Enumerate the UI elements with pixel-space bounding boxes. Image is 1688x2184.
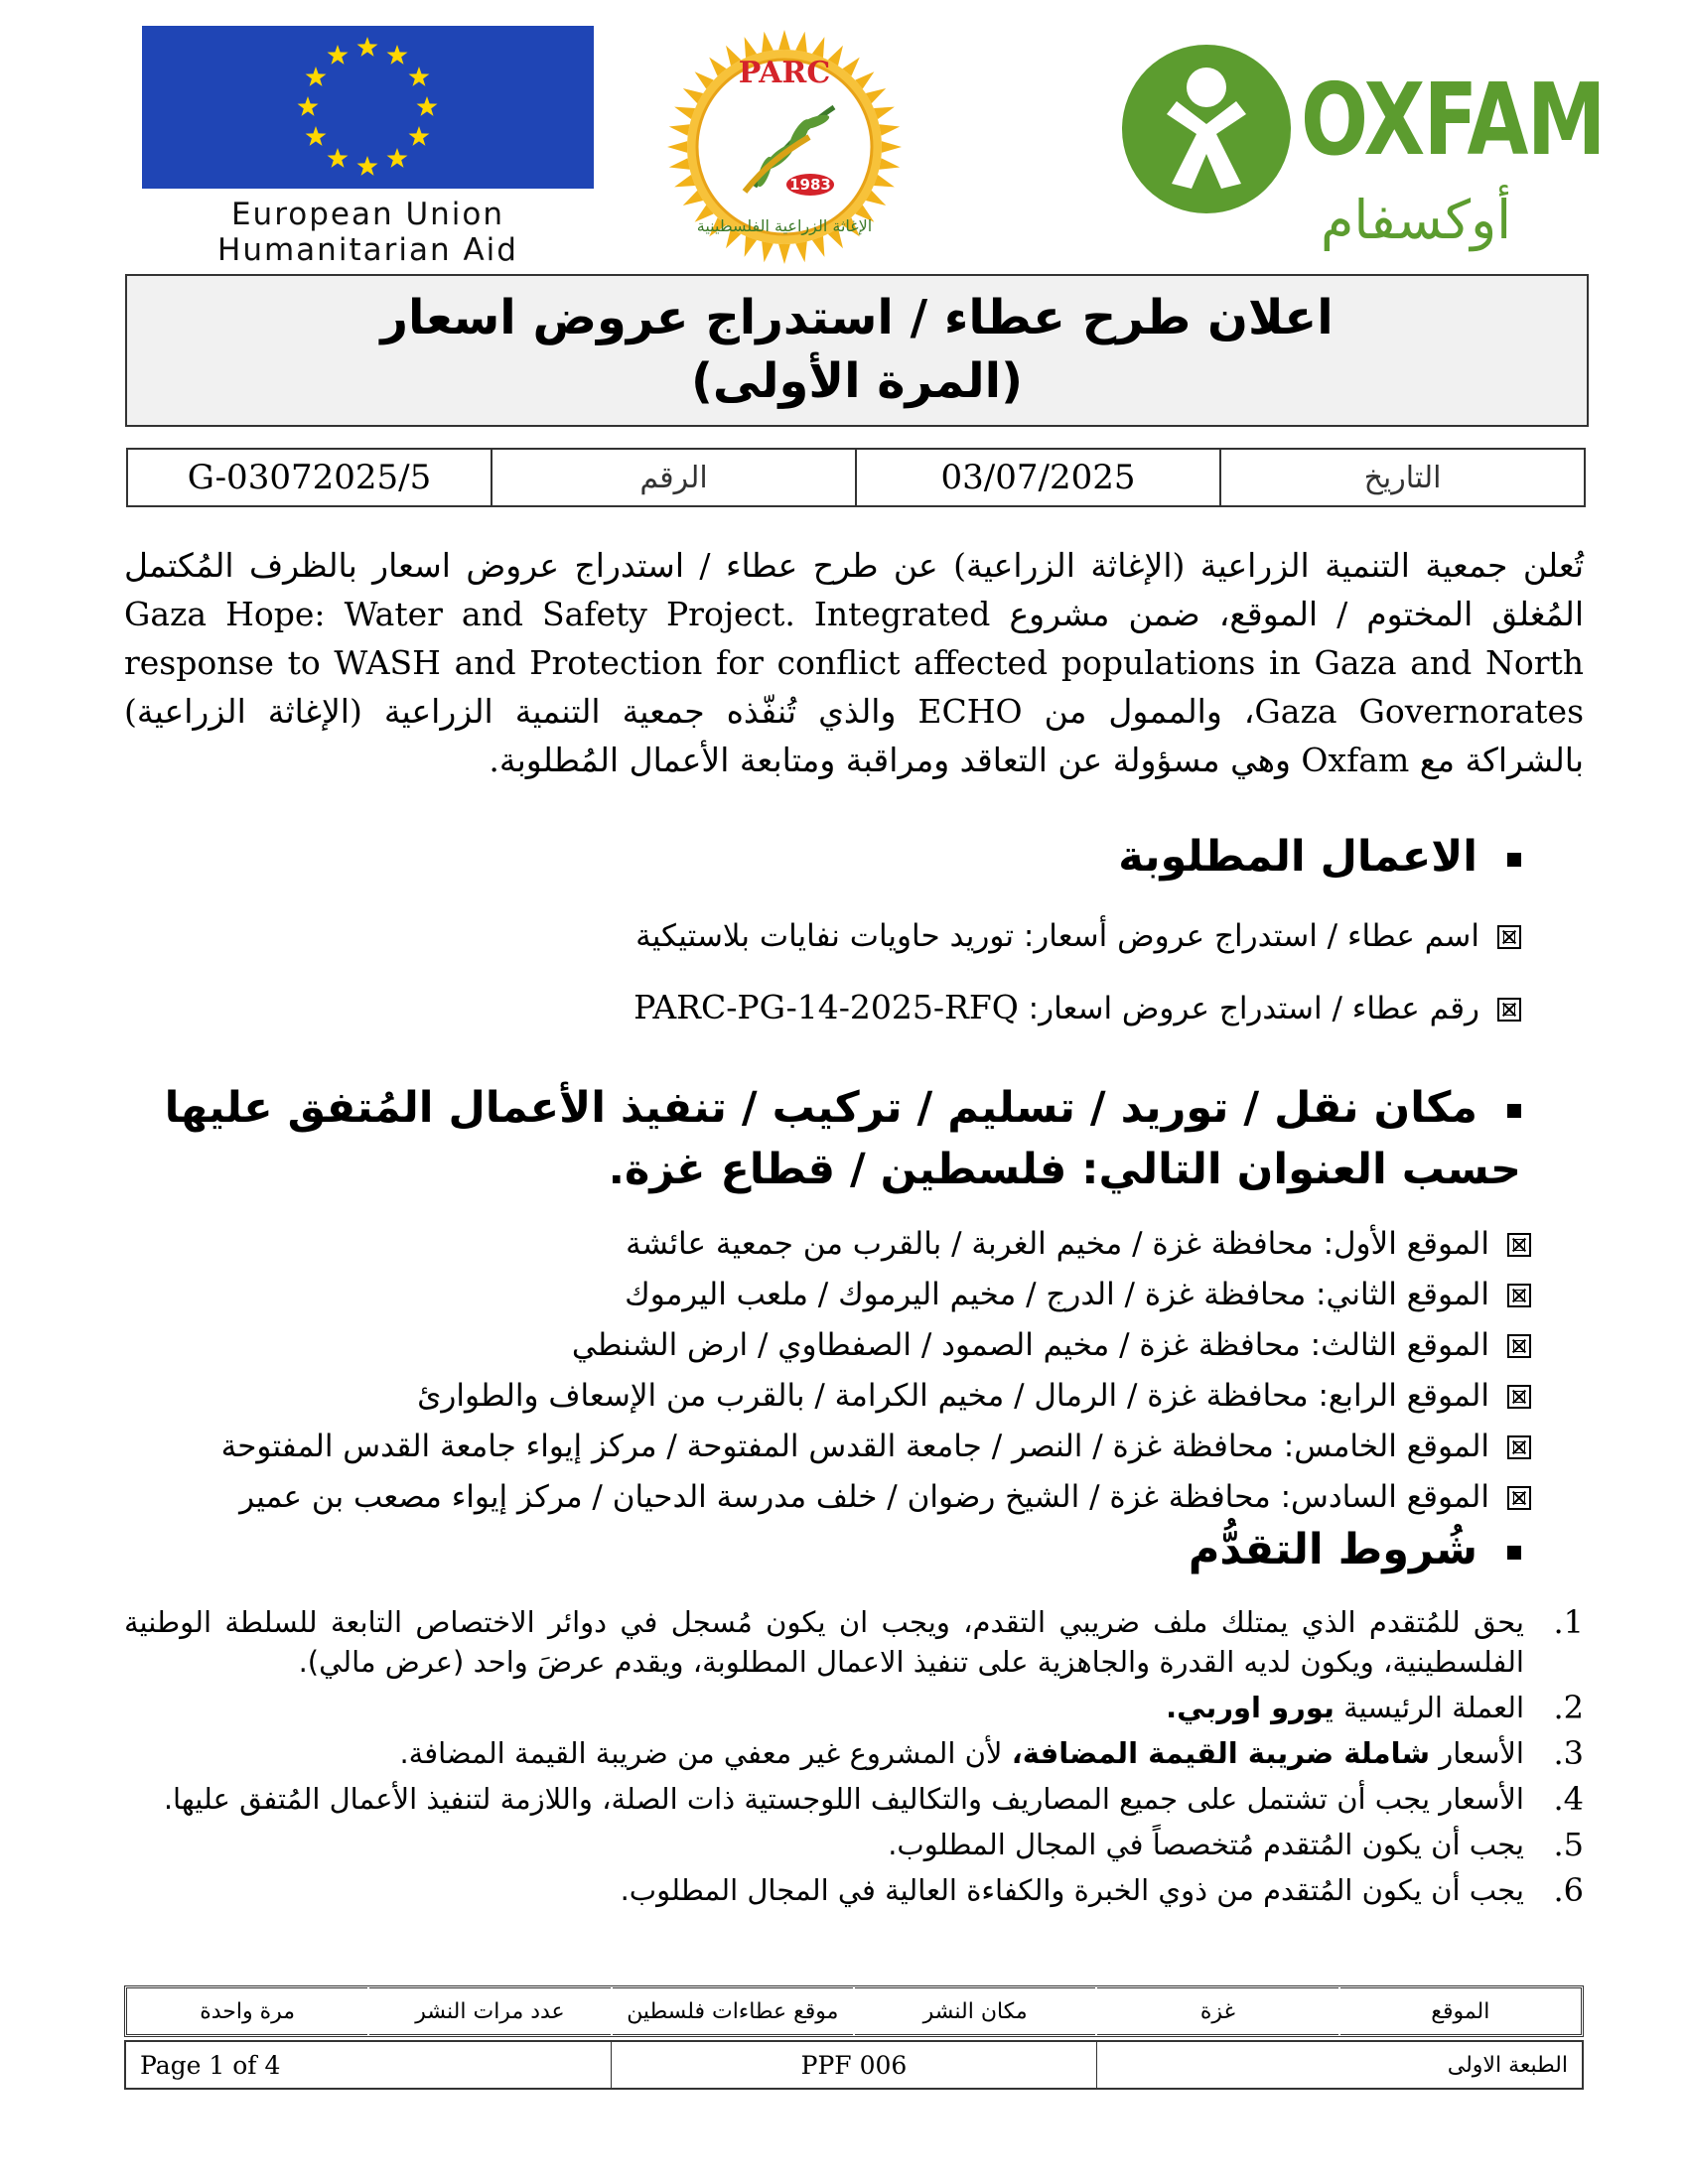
checked-box-icon — [1507, 1435, 1531, 1459]
item-text: يجب أن يكون المُتقدم من ذوي الخبرة والكفاءة العالية في المجال المطلوب. — [620, 1873, 1524, 1907]
section-heading: الاعمال المطلوبة — [1118, 832, 1477, 882]
item-bold-text: شاملة ضريبة القيمة المضافة، — [1011, 1736, 1431, 1770]
eu-star-icon — [387, 45, 408, 65]
checked-box-icon — [1507, 1233, 1531, 1257]
square-bullet-icon — [1507, 853, 1521, 867]
item-text: لأن المشروع غير معفي من ضريبة القيمة المضافة. — [399, 1736, 1003, 1770]
eu-stars — [142, 26, 594, 189]
site-text: الموقع الرابع: محافظة غزة / الرمال / مخيم الكرامة / بالقرب من الإسعاف والطوارئ — [417, 1378, 1489, 1414]
sun-ray-icon — [762, 32, 774, 53]
delivery-sites-list — [221, 1219, 1531, 1523]
item-text: يجب أن يكون المُتقدم مُتخصصاً في المجال المطلوب. — [888, 1828, 1524, 1861]
list-item — [124, 1870, 1584, 1910]
eu-star-icon — [417, 96, 438, 116]
site-text: الموقع السادس: محافظة غزة / الشيخ رضوان / خلف مدرسة الدحيان / مركز إيواء مصعب بن عمير — [239, 1479, 1489, 1515]
publish-count-label: عدد مرات النشر — [368, 1987, 611, 2035]
rfq-number-value: PARC-PG-14-2025-RFQ — [633, 988, 1019, 1026]
publish-count-value: مرة واحدة — [126, 1987, 368, 2035]
sun-ray-icon — [669, 158, 690, 170]
list-item — [221, 1371, 1531, 1422]
date-label: التاريخ — [1220, 449, 1585, 506]
announcement-subtitle: (المرة الأولى) — [690, 353, 1024, 409]
edition-label: الطبعة الاولى — [1097, 2041, 1583, 2089]
site-text: الموقع الأول: محافظة غزة / مخيم الغربة / بالقرب من جمعية عائشة — [626, 1226, 1489, 1262]
oxfam-wordmark: OXFAM — [1301, 62, 1605, 178]
sun-ray-icon — [879, 124, 900, 136]
eu-star-icon — [387, 148, 408, 168]
announcement-title: اعلان طرح عطاء / استدراج عروض اسعار — [380, 290, 1334, 345]
sun-ray-icon — [795, 32, 807, 53]
eu-star-icon — [306, 126, 327, 146]
sun-ray-icon — [667, 141, 687, 153]
eu-star-icon — [328, 45, 349, 65]
section-required-works — [1118, 832, 1521, 882]
sun-ray-icon — [778, 244, 790, 264]
checked-box-icon — [1507, 1334, 1531, 1358]
eu-star-icon — [409, 67, 430, 86]
eu-star-icon — [306, 67, 327, 86]
eu-logo-line1: European Union — [230, 197, 505, 232]
square-bullet-icon — [1507, 1104, 1521, 1118]
parc-acronym: PARC — [738, 56, 831, 90]
item-text: الأسعار — [1439, 1736, 1524, 1770]
eu-star-icon — [328, 148, 349, 168]
oxfam-arabic-wordmark: أوكسفام — [1321, 189, 1512, 251]
sun-ray-icon — [669, 124, 690, 136]
list-item — [221, 1270, 1531, 1320]
sun-ray-icon — [879, 158, 900, 170]
list-item — [221, 1320, 1531, 1371]
oxfam-symbol — [1122, 30, 1291, 228]
list-item — [221, 1472, 1531, 1523]
footer-publish-table — [124, 1985, 1584, 2037]
square-bullet-icon — [1507, 1546, 1521, 1560]
header-info-table — [126, 448, 1586, 507]
item-number: 5. — [1553, 1826, 1584, 1863]
form-code: PPF 006 — [611, 2041, 1096, 2089]
rfq-number-label: رقم عطاء / استدراج عروض اسعار: — [1028, 991, 1479, 1026]
reference-number-label: الرقم — [492, 449, 856, 506]
list-item — [221, 1219, 1531, 1270]
list-item — [124, 1779, 1584, 1819]
eu-humanitarian-aid-logo — [142, 26, 594, 268]
publish-place-label: مكان النشر — [854, 1987, 1096, 2035]
terms-list — [124, 1602, 1584, 1916]
rfq-name-value: توريد حاويات نفايات بلاستيكية — [635, 918, 1014, 954]
item-number: 4. — [1553, 1780, 1584, 1818]
item-text: يحق للمُتقدم الذي يمتلك ملف ضريبي التقدم، ويجب ان يكون مُسجل في دوائر الاختصاص التابعة للسلطة الوطنية الفلسطينية، ويكون لديه القدرة والجاهزية على تنفيذ الاعمال المطلوبة، ويقدم عرضَ واحد (عرض مالي). — [124, 1605, 1524, 1679]
publish-place-value: موقع عطاءات فلسطين — [612, 1987, 854, 2035]
section-heading: شُروط التقدُّم — [1188, 1525, 1477, 1574]
checked-box-icon — [1497, 998, 1521, 1022]
item-number: 2. — [1553, 1689, 1584, 1726]
item-number: 6. — [1553, 1871, 1584, 1909]
sun-ray-icon — [882, 141, 902, 153]
announcement-title-box — [125, 274, 1589, 427]
item-number: 1. — [1553, 1603, 1584, 1641]
list-item — [124, 1602, 1584, 1682]
site-text: الموقع الثاني: محافظة غزة / الدرج / مخيم اليرموك / ملعب اليرموك — [625, 1277, 1489, 1312]
page-number: Page 1 of 4 — [125, 2041, 611, 2089]
sun-ray-icon — [762, 241, 774, 262]
parc-logo — [621, 28, 948, 266]
eu-star-icon — [357, 37, 378, 57]
item-bold-text: يورو اوربي. — [1166, 1691, 1335, 1724]
checked-box-icon — [1507, 1486, 1531, 1510]
footer-page-table — [124, 2040, 1584, 2090]
section-heading: مكان نقل / توريد / تسليم / تركيب / تنفيذ الأعمال المُتفق عليها حسب العنوان التالي: فلسطين / قطاع غزة. — [164, 1083, 1521, 1194]
item-number: 3. — [1553, 1734, 1584, 1772]
site-text: الموقع الثالث: محافظة غزة / مخيم الصمود / الصفطاوي / ارض الشنطي — [571, 1327, 1489, 1363]
parc-arabic-name: الإغاثة الزراعية الفلسطينية — [696, 216, 873, 235]
list-item — [221, 1422, 1531, 1472]
list-item — [124, 1688, 1584, 1727]
item-text: العملة الرئيسية — [1343, 1691, 1524, 1724]
rfq-name-label: اسم عطاء / استدراج عروض أسعار: — [1023, 918, 1479, 954]
checked-box-icon — [1507, 1284, 1531, 1307]
site-text: الموقع الخامس: محافظة غزة / النصر / جامعة القدس المفتوحة / مركز إيواء جامعة القدس المفتوحة — [220, 1429, 1489, 1464]
list-item — [124, 1733, 1584, 1773]
eu-logo-line2: Humanitarian Aid — [217, 232, 518, 268]
rfq-name-line — [635, 918, 1521, 954]
parc-year: 1983 — [789, 176, 831, 194]
list-item — [124, 1825, 1584, 1864]
reference-number-value: G-03072025/5 — [127, 449, 492, 506]
location-label: الموقع — [1339, 1987, 1582, 2035]
item-text: الأسعار يجب أن تشتمل على جميع المصاريف والتكاليف اللوجستية ذات الصلة، واللازمة لتنفيذ الأعمال المُتفق عليها. — [163, 1782, 1524, 1816]
section-application-terms — [1189, 1525, 1521, 1574]
intro-paragraph: تُعلن جمعية التنمية الزراعية (الإغاثة الزراعية) عن طرح عطاء / استدراج عروض اسعار بالظرف المُكتمل المُغلق المختوم / الموقع، ضمن مشروع Gaza Hope: Water and Safety Project. Integrated response to WASH and Protection for conflict affected populations in Gaza and North Gaza Governorates، والممول من ECHO والذي تُنفّذه جمعية التنمية الزراعية (الإغاثة الزراعية) بالشراكة مع Oxfam وهي مسؤولة عن التعاقد ومراقبة ومتابعة الأعمال المُطلوبة. — [124, 546, 1584, 779]
rfq-number-line — [633, 988, 1521, 1026]
date-value: 03/07/2025 — [856, 449, 1220, 506]
checked-box-icon — [1507, 1385, 1531, 1409]
location-value: غزة — [1096, 1987, 1338, 2035]
eu-star-icon — [357, 156, 378, 176]
sun-ray-icon — [795, 241, 807, 262]
eu-star-icon — [409, 126, 430, 146]
eu-flag — [142, 26, 594, 189]
eu-star-icon — [298, 96, 319, 116]
oxfam-logo — [1122, 30, 1605, 258]
section-delivery-location — [111, 1077, 1521, 1200]
checked-box-icon — [1497, 925, 1521, 949]
sun-ray-icon — [778, 30, 790, 50]
